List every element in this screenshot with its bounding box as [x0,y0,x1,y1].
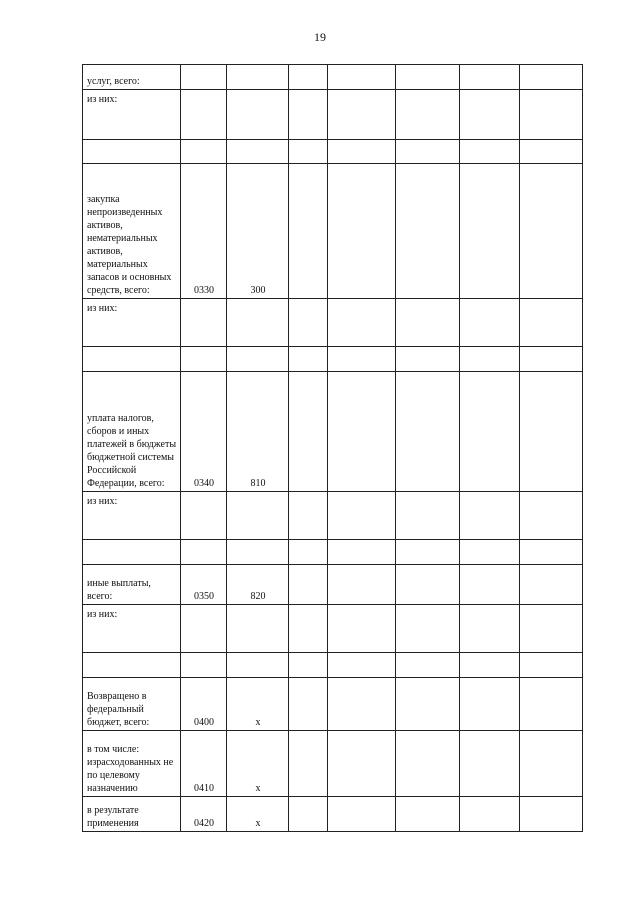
empty-cell [396,565,460,605]
row-label-cell: в том числе: израсходованных не по целевому назначению [83,731,181,797]
empty-cell [328,678,396,731]
row-label-cell: закупка непроизведенных активов, нематериальных активов, материальных запасов и основных средств, всего: [83,164,181,299]
table-body [83,65,583,832]
empty-cell [396,678,460,731]
table-row [83,540,583,565]
empty-cell [460,372,520,492]
empty-cell [289,65,328,90]
empty-cell [460,797,520,832]
row-label-cell: из них: [83,90,181,140]
empty-cell [396,299,460,347]
row-kosgu-cell [227,492,289,540]
empty-cell [328,65,396,90]
row-kosgu-cell [227,540,289,565]
table-row [83,565,583,605]
empty-cell [289,492,328,540]
empty-cell [460,731,520,797]
empty-cell [520,565,583,605]
empty-cell [520,653,583,678]
empty-cell [520,731,583,797]
row-code-cell [181,299,227,347]
empty-cell [328,90,396,140]
row-kosgu-cell [227,90,289,140]
empty-cell [328,347,396,372]
empty-cell [289,797,328,832]
empty-cell [289,540,328,565]
table-row [83,605,583,653]
table-row [83,90,583,140]
row-kosgu-cell [227,65,289,90]
page-number: 19 [314,30,326,44]
empty-cell [396,140,460,164]
table-row [83,372,583,492]
empty-cell [460,565,520,605]
empty-cell [289,90,328,140]
empty-cell [328,731,396,797]
empty-cell [460,164,520,299]
empty-cell [520,797,583,832]
row-kosgu-cell: x [227,797,289,832]
empty-cell [460,140,520,164]
row-kosgu-cell: x [227,678,289,731]
empty-cell [520,90,583,140]
empty-cell [396,605,460,653]
table-row [83,140,583,164]
row-label-cell: из них: [83,492,181,540]
row-kosgu-cell: 300 [227,164,289,299]
empty-cell [289,565,328,605]
empty-cell [520,347,583,372]
row-kosgu-cell [227,347,289,372]
empty-cell [396,347,460,372]
table-row [83,299,583,347]
row-label-cell [83,653,181,678]
empty-cell [520,140,583,164]
empty-cell [328,565,396,605]
row-label-cell: иные выплаты, всего: [83,565,181,605]
row-code-cell [181,605,227,653]
empty-cell [289,372,328,492]
empty-cell [289,299,328,347]
row-code-cell: 0400 [181,678,227,731]
row-label-cell: из них: [83,299,181,347]
empty-cell [328,299,396,347]
row-label-cell: уплата налогов, сборов и иных платежей в бюджеты бюджетной системы Российской Федерации, всего: [83,372,181,492]
empty-cell [460,492,520,540]
empty-cell [460,678,520,731]
empty-cell [520,164,583,299]
table-row [83,65,583,90]
row-code-cell: 0420 [181,797,227,832]
row-kosgu-cell [227,605,289,653]
empty-cell [289,140,328,164]
row-kosgu-cell [227,299,289,347]
empty-cell [520,492,583,540]
row-code-cell [181,140,227,164]
empty-cell [396,164,460,299]
row-kosgu-cell: x [227,731,289,797]
empty-cell [396,65,460,90]
table-row [83,347,583,372]
empty-cell [520,678,583,731]
empty-cell [520,65,583,90]
empty-cell [289,731,328,797]
empty-cell [289,653,328,678]
table-row [83,492,583,540]
empty-cell [520,299,583,347]
empty-cell [328,492,396,540]
row-label-cell: Возвращено в федеральный бюджет, всего: [83,678,181,731]
empty-cell [328,164,396,299]
empty-cell [289,605,328,653]
empty-cell [328,653,396,678]
empty-cell [460,653,520,678]
table-row [83,797,583,832]
empty-cell [460,605,520,653]
row-label-cell: услуг, всего: [83,65,181,90]
row-code-cell [181,540,227,565]
empty-cell [289,347,328,372]
empty-cell [460,299,520,347]
empty-cell [460,65,520,90]
row-kosgu-cell [227,653,289,678]
row-code-cell [181,65,227,90]
empty-cell [520,605,583,653]
table-row [83,678,583,731]
empty-cell [396,797,460,832]
empty-cell [396,90,460,140]
table-row [83,731,583,797]
empty-cell [328,605,396,653]
empty-cell [396,372,460,492]
empty-cell [328,372,396,492]
empty-cell [396,540,460,565]
empty-cell [396,731,460,797]
row-code-cell [181,347,227,372]
row-code-cell: 0350 [181,565,227,605]
row-code-cell: 0340 [181,372,227,492]
row-code-cell: 0410 [181,731,227,797]
row-code-cell [181,90,227,140]
empty-cell [520,372,583,492]
empty-cell [396,492,460,540]
row-label-cell [83,140,181,164]
table-row [83,653,583,678]
empty-cell [396,653,460,678]
row-code-cell [181,653,227,678]
empty-cell [289,678,328,731]
row-label-cell [83,347,181,372]
empty-cell [460,90,520,140]
empty-cell [460,540,520,565]
empty-cell [328,797,396,832]
empty-cell [520,540,583,565]
row-code-cell: 0330 [181,164,227,299]
empty-cell [460,347,520,372]
row-label-cell: из них: [83,605,181,653]
table-row [83,164,583,299]
empty-cell [328,140,396,164]
row-code-cell [181,492,227,540]
row-kosgu-cell: 820 [227,565,289,605]
row-kosgu-cell: 810 [227,372,289,492]
report-table [82,64,583,832]
row-kosgu-cell [227,140,289,164]
row-label-cell: в результате применения [83,797,181,832]
row-label-cell [83,540,181,565]
empty-cell [289,164,328,299]
empty-cell [328,540,396,565]
